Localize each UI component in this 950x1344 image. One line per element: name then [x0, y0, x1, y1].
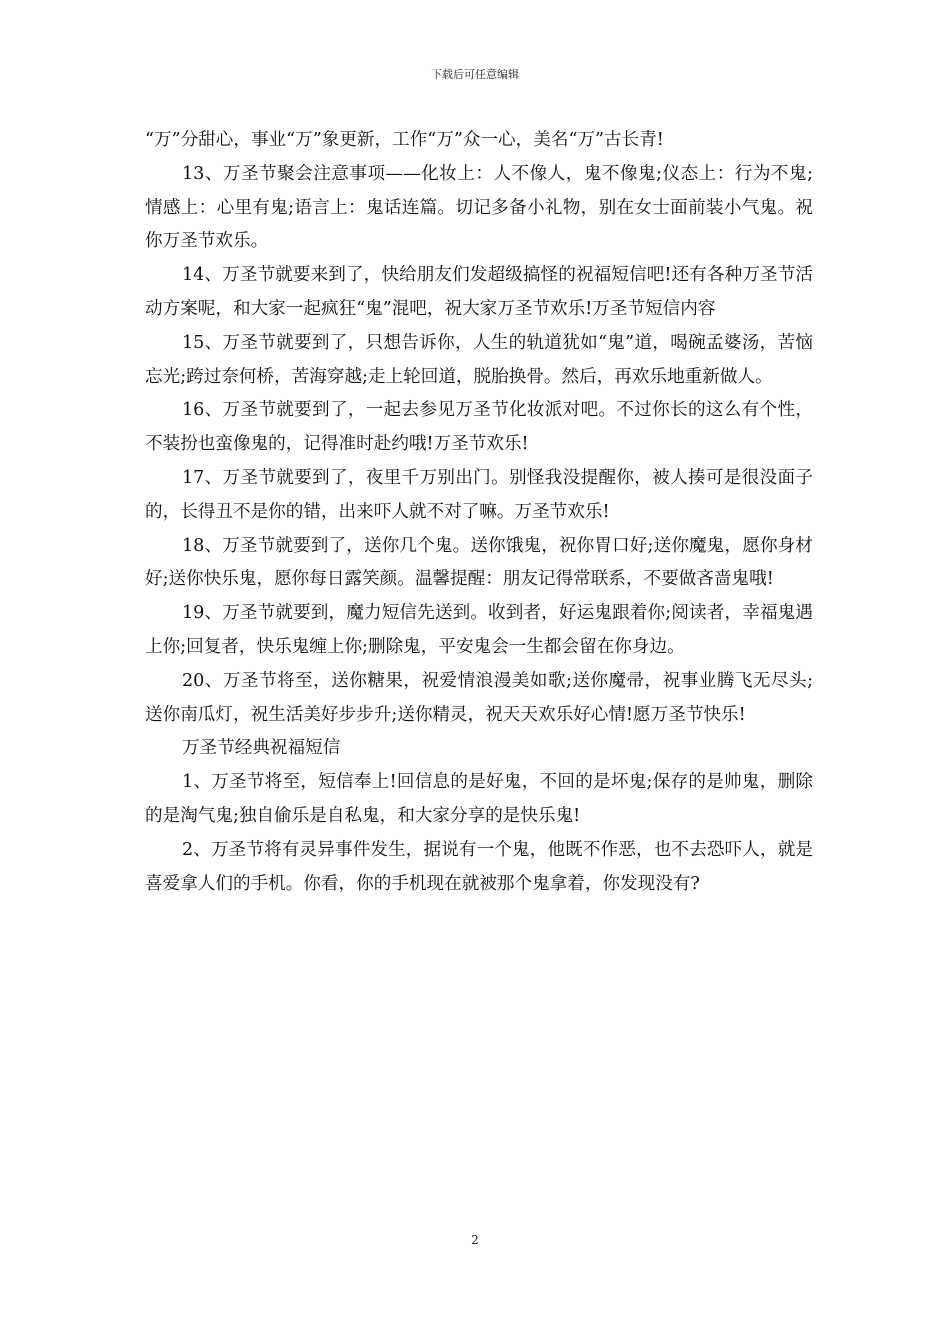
page-header: 下载后可任意编辑	[431, 68, 519, 81]
paragraph: “万”分甜心，事业“万”象更新，工作“万”众一心，美名“万”古长青!	[145, 130, 664, 150]
paragraph: 19、万圣节就要到，魔力短信先送到。收到者，好运鬼跟着你;阅读者，幸福鬼遇上你;回复者，快乐鬼缠上你;删除鬼，平安鬼会一生都会留在你身边。	[145, 603, 813, 657]
paragraph: 15、万圣节就要到了，只想告诉你，人生的轨道犹如“鬼”道，喝碗孟婆汤，苦恼忘光;跨过奈何桥，苦海穿越;走上轮回道，脱胎换骨。然后，再欢乐地重新做人。	[145, 332, 813, 387]
paragraph: 18、万圣节就要到了，送你几个鬼。送你饿鬼，祝你胃口好;送你魔鬼，愿你身材好;送你快乐鬼，愿你每日露笑颜。温馨提醒：朋友记得常联系，不要做吝啬鬼哦!	[145, 535, 813, 590]
paragraph: 20、万圣节将至，送你糖果，祝爱情浪漫美如歌;送你魔帚，祝事业腾飞无尽头;送你南瓜灯，祝生活美好步步升;送你精灵，祝天天欢乐好心情!愿万圣节快乐!	[145, 670, 813, 725]
paragraph: 2、万圣节将有灵异事件发生，据说有一个鬼，他既不作恶，也不去恐吓人，就是喜爱拿人们的手机。你看，你的手机现在就被那个鬼拿着，你发现没有?	[145, 839, 813, 894]
page-number: 2	[471, 1233, 479, 1247]
paragraph: 14、万圣节就要来到了，快给朋友们发超级搞怪的祝福短信吧!还有各种万圣节活动方案呢，和大家一起疯狂“鬼”混吧，祝大家万圣节欢乐!万圣节短信内容	[145, 265, 813, 319]
paragraph: 13、万圣节聚会注意事项——化妆上：人不像人，鬼不像鬼;仪态上：行为不鬼;情感上：心里有鬼;语言上：鬼话连篇。切记多备小礼物，别在女士面前装小气鬼。祝你万圣节欢乐。	[145, 163, 813, 252]
document-body	[145, 124, 813, 901]
paragraph: 16、万圣节就要到了，一起去参见万圣节化妆派对吧。不过你长的这么有个性，不装扮也蛮像鬼的，记得准时赴约哦!万圣节欢乐!	[145, 400, 813, 455]
paragraph: 1、万圣节将至，短信奉上!回信息的是好鬼，不回的是坏鬼;保存的是帅鬼，删除的是淘气鬼;独自偷乐是自私鬼，和大家分享的是快乐鬼!	[145, 772, 813, 826]
section-heading: 万圣节经典祝福短信	[181, 738, 341, 759]
paragraph: 17、万圣节就要到了，夜里千万别出门。别怪我没提醒你，被人揍可是很没面子的，长得丑不是你的错，出来吓人就不对了嘛。万圣节欢乐!	[145, 467, 813, 522]
